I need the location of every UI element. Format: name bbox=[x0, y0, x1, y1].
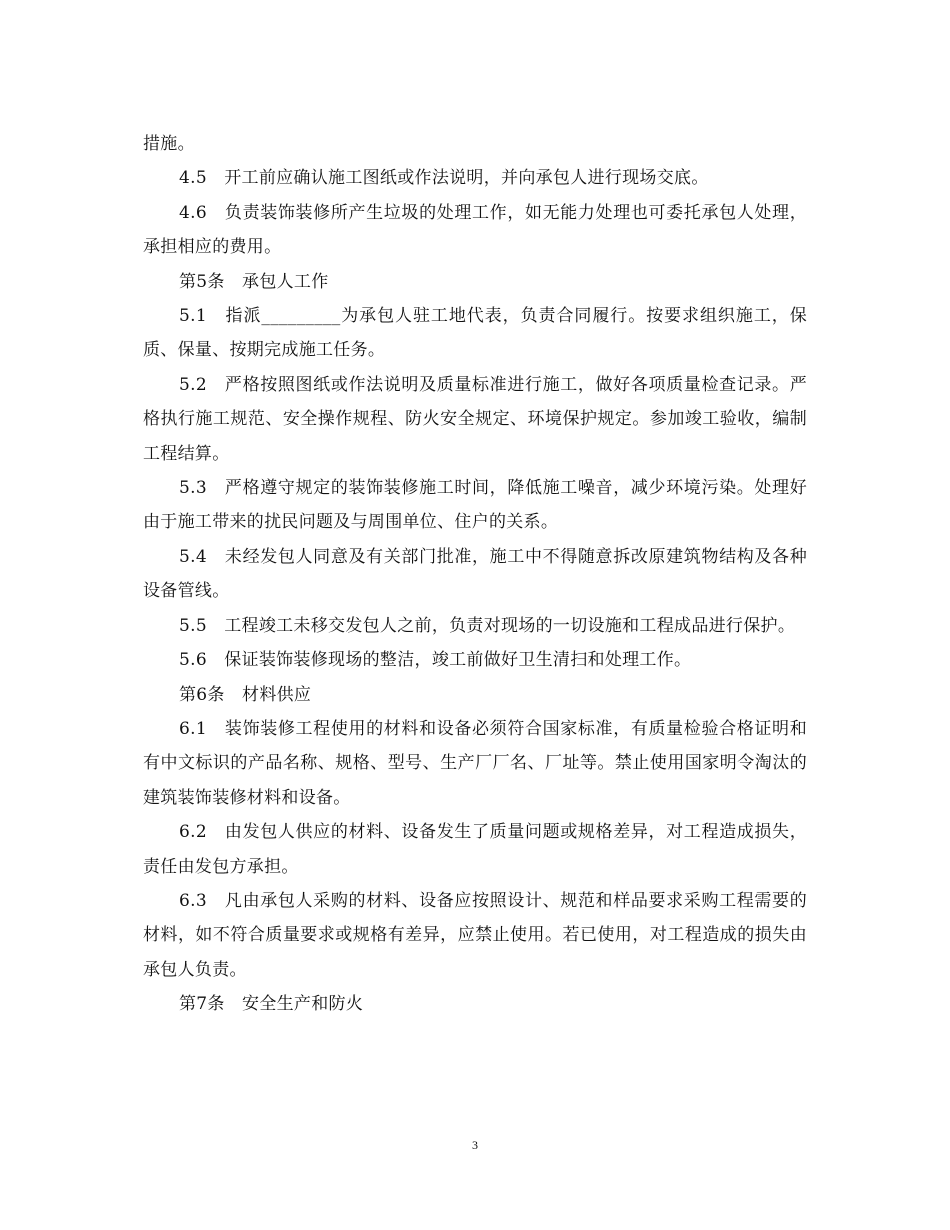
clause-5-6: 5.6 保证装饰装修现场的整洁，竣工前做好卫生清扫和处理工作。 bbox=[179, 650, 692, 671]
clause-5-2: 5.2 严格按照图纸或作法说明及质量标准进行施工，做好各项质量检查记录。严格执行施工规范、安全操作规程、防火安全规定、环境保护规定。参加竣工验收，编制工程结算。 bbox=[143, 374, 807, 464]
clause-5-3: 5.3 严格遵守规定的装饰装修施工时间，降低施工噪音，减少环境污染。处理好由于施工带来的扰民问题及与周围单位、住户的关系。 bbox=[143, 478, 807, 533]
article-6-heading: 第6条 材料供应 bbox=[179, 684, 312, 705]
clause-4-5: 4.5 开工前应确认施工图纸或作法说明，并向承包人进行现场交底。 bbox=[179, 168, 709, 189]
clause-4-6: 4.6 负责装饰装修所产生垃圾的处理工作，如无能力处理也可委托承包人处理，承担相应的费用。 bbox=[143, 202, 807, 258]
page-number: 3 bbox=[472, 1138, 478, 1152]
clause-5-5: 5.5 工程竣工未移交发包人之前，负责对现场的一切设施和工程成品进行保护。 bbox=[179, 615, 796, 636]
clause-6-2: 6.2 由发包人供应的材料、设备发生了质量问题或规格差异，对工程造成损失，责任由发包方承担。 bbox=[143, 822, 807, 877]
clause-5-4: 5.4 未经发包人同意及有关部门批准，施工中不得随意拆改原建筑物结构及各种设备管线。 bbox=[143, 546, 807, 602]
article-5-heading: 第5条 承包人工作 bbox=[179, 271, 329, 292]
clause-6-1: 6.1 装饰装修工程使用的材料和设备必须符合国家标准，有质量检验合格证明和有中文标识的产品名称、规格、型号、生产厂厂名、厂址等。禁止使用国家明令淘汰的建筑装饰装修材料和设备。 bbox=[143, 718, 807, 808]
clause-5-1: 5.1 指派_________为承包人驻工地代表，负责合同履行。按要求组织施工，保质、保量、按期完成施工任务。 bbox=[143, 306, 807, 361]
document-body bbox=[143, 127, 807, 1022]
clause-6-3: 6.3 凡由承包人采购的材料、设备应按照设计、规范和样品要求采购工程需要的材料，如不符合质量要求或规格有差异，应禁止使用。若已使用，对工程造成的损失由承包人负责。 bbox=[143, 890, 807, 980]
article-7-heading: 第7条 安全生产和防火 bbox=[179, 994, 364, 1015]
paragraph-continuation: 措施。 bbox=[143, 134, 195, 154]
